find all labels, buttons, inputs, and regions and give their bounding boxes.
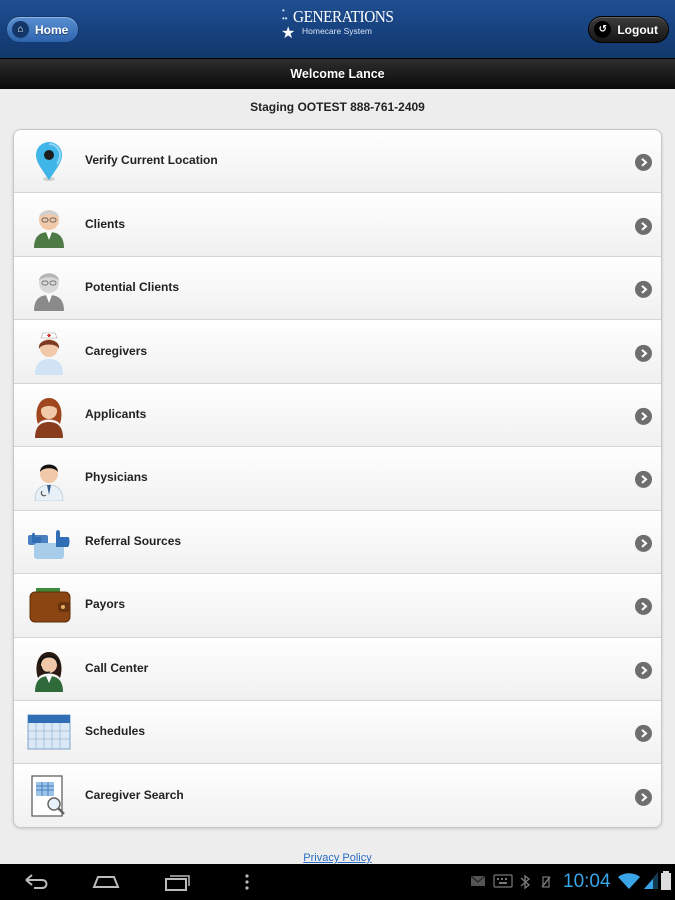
menu-item-label: Clients: [85, 216, 126, 231]
menu-item-label: Referral Sources: [85, 533, 182, 548]
chevron-right-icon: [635, 344, 652, 361]
privacy-policy-link[interactable]: Privacy Policy: [303, 852, 372, 864]
chevron-right-icon: [635, 535, 652, 552]
generations-logo: [278, 5, 394, 42]
top-header: [0, 0, 675, 58]
chevron-right-icon: [635, 218, 652, 235]
calendar-icon: [26, 709, 72, 755]
bluetooth-icon: [519, 874, 531, 890]
status-clock: 10:04: [563, 871, 611, 892]
signal-icon: [643, 871, 659, 890]
chevron-right-icon: [635, 408, 652, 425]
main-menu: [13, 129, 662, 828]
system-nav-bar: [0, 864, 675, 900]
chevron-right-icon: [635, 281, 652, 298]
chevron-right-icon: [635, 789, 652, 806]
menu-item-label: Potential Clients: [85, 279, 180, 294]
menu-item-clients[interactable]: [14, 193, 661, 256]
menu-item-label: Schedules: [85, 724, 146, 739]
elderly-gray-man-icon: [26, 265, 72, 311]
logout-button[interactable]: [588, 16, 669, 43]
menu-item-payors[interactable]: [14, 574, 661, 637]
back-icon[interactable]: [22, 872, 52, 892]
home-nav-icon[interactable]: [91, 872, 121, 892]
menu-item-label: Verify Current Location: [85, 153, 218, 168]
home-button[interactable]: [6, 16, 79, 43]
menu-item-label: Caregivers: [85, 343, 148, 358]
battery-icon: [660, 871, 672, 891]
doctor-icon: [26, 455, 72, 501]
home-icon: ⌂: [12, 21, 29, 38]
nurse-icon: [26, 329, 72, 375]
headset-operator-icon: [26, 646, 72, 692]
recent-apps-icon[interactable]: [162, 872, 192, 892]
chevron-right-icon: [635, 154, 652, 171]
logout-button-label: Logout: [617, 22, 658, 37]
elderly-man-icon: [26, 202, 72, 248]
thumbs-up-icon: [26, 519, 72, 565]
vibrate-mute-icon: [539, 874, 553, 890]
menu-item-label: Physicians: [85, 470, 148, 485]
welcome-bar: [0, 58, 675, 89]
logout-icon: ↺: [594, 21, 611, 38]
wifi-icon: [617, 872, 641, 890]
chevron-right-icon: [635, 662, 652, 679]
menu-item-caregivers[interactable]: [14, 320, 661, 383]
woman-applicant-icon: [26, 392, 72, 438]
menu-item-call-center[interactable]: [14, 638, 661, 701]
menu-item-applicants[interactable]: [14, 384, 661, 447]
logo-star-icon: ★: [281, 25, 296, 42]
staging-info: Staging OOTEST 888-761-2409: [250, 100, 425, 114]
menu-item-referral-sources[interactable]: [14, 511, 661, 574]
menu-item-potential-clients[interactable]: [14, 257, 661, 320]
menu-item-label: Call Center: [85, 660, 149, 675]
menu-overflow-icon[interactable]: [232, 872, 262, 892]
logo-brand: GENERATIONS: [293, 7, 394, 26]
location-pin-icon: [26, 138, 72, 184]
menu-item-verify-location[interactable]: [14, 130, 661, 193]
email-icon: [470, 874, 486, 888]
document-search-icon: [26, 773, 72, 819]
chevron-right-icon: [635, 598, 652, 615]
home-button-label: Home: [35, 22, 69, 37]
menu-item-label: Caregiver Search: [85, 787, 184, 802]
chevron-right-icon: [635, 725, 652, 742]
menu-item-label: Payors: [85, 597, 126, 612]
menu-item-caregiver-search[interactable]: [14, 764, 661, 827]
chevron-right-icon: [635, 471, 652, 488]
logo-tagline: Homecare System: [302, 26, 372, 36]
welcome-text: Welcome Lance: [290, 67, 385, 81]
keyboard-icon: [493, 874, 513, 890]
menu-item-physicians[interactable]: [14, 447, 661, 510]
menu-item-schedules[interactable]: [14, 701, 661, 764]
wallet-icon: [26, 582, 72, 628]
logo-dots: • ••: [282, 6, 288, 23]
menu-item-label: Applicants: [85, 406, 147, 421]
